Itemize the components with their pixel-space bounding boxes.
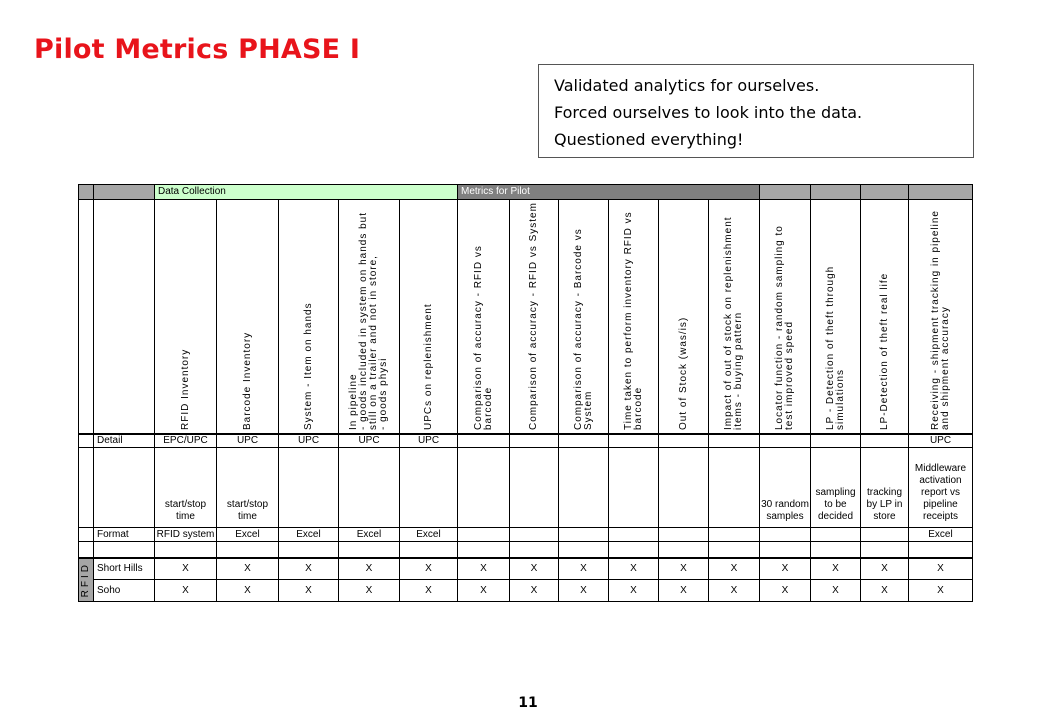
column-header-label: Comparison of accuracy - RFID vs System: [528, 202, 539, 431]
column-header: [709, 200, 760, 434]
format-cell: Excel: [339, 528, 400, 542]
mark-cell: X: [709, 558, 760, 580]
mark-cell: X: [811, 558, 861, 580]
column-header-label: System - Item on hands: [302, 302, 314, 431]
mark-cell: X: [709, 580, 760, 602]
mark-cell: X: [609, 580, 659, 602]
group-header-blank: [811, 185, 861, 200]
format-cell: [760, 528, 811, 542]
blank-cell: [760, 542, 811, 558]
column-header-label: Receiving - shipment tracking in pipeline and shipment accuracy: [929, 210, 951, 431]
detail-code-cell: [609, 434, 659, 448]
rfid-group-cell: [79, 558, 94, 602]
blank-cell: [217, 542, 279, 558]
mark-cell: X: [909, 558, 973, 580]
detail-note-cell: [709, 448, 760, 528]
mark-cell: X: [339, 580, 400, 602]
blank-cell: [400, 542, 458, 558]
detail-code-cell: EPC/UPC: [155, 434, 217, 448]
format-cell: [861, 528, 909, 542]
detail-note-cell: [279, 448, 339, 528]
blank-cell: [659, 542, 709, 558]
mark-cell: X: [659, 580, 709, 602]
format-cell: Excel: [909, 528, 973, 542]
blank-cell: [94, 448, 155, 528]
blank-cell: [861, 542, 909, 558]
detail-note-cell: [659, 448, 709, 528]
detail-code-cell: [559, 434, 609, 448]
column-header-label: Out of Stock (was/is): [677, 317, 689, 431]
mark-cell: X: [217, 558, 279, 580]
blank-cell: [909, 542, 973, 558]
callout-line: Questioned everything!: [554, 130, 744, 149]
column-header: [659, 200, 709, 434]
mark-cell: X: [559, 580, 609, 602]
blank-cell: [559, 542, 609, 558]
store-name: Soho: [94, 580, 155, 602]
detail-note-cell: start/stop time: [217, 448, 279, 528]
detail-code-cell: UPC: [217, 434, 279, 448]
detail-note-cell: [400, 448, 458, 528]
column-header-label: Comparison of accuracy - RFID vs barcode: [472, 245, 494, 431]
mark-cell: X: [458, 558, 510, 580]
column-header: [609, 200, 659, 434]
callout-box: [538, 64, 974, 158]
mark-cell: X: [609, 558, 659, 580]
mark-cell: X: [659, 558, 709, 580]
page-title: Pilot Metrics PHASE I: [34, 34, 361, 65]
row-label-detail: Detail: [94, 434, 155, 448]
blank-cell: [79, 200, 94, 434]
callout-line: Forced ourselves to look into the data.: [554, 103, 863, 122]
mark-cell: X: [861, 558, 909, 580]
group-header-blank: [861, 185, 909, 200]
detail-note-cell: [458, 448, 510, 528]
column-header-label: Time taken to perform inventory RFID vs barcode: [622, 211, 644, 431]
column-header: [559, 200, 609, 434]
detail-code-cell: UPC: [400, 434, 458, 448]
detail-code-cell: [458, 434, 510, 448]
column-header-label: UPCs on replenishment: [422, 303, 434, 431]
mark-cell: X: [400, 580, 458, 602]
blank-cell: [94, 542, 155, 558]
format-cell: [609, 528, 659, 542]
rfid-group-label: RFID: [80, 562, 91, 598]
callout-line: Validated analytics for ourselves.: [554, 76, 820, 95]
group-header-metrics: Metrics for Pilot: [458, 185, 760, 200]
mark-cell: X: [279, 558, 339, 580]
blank-cell: [79, 448, 94, 528]
format-cell: [709, 528, 760, 542]
mark-cell: X: [217, 580, 279, 602]
detail-note-cell: [609, 448, 659, 528]
format-cell: Excel: [400, 528, 458, 542]
blank-cell: [79, 528, 94, 542]
group-header-blank: [760, 185, 811, 200]
column-header-label: RFID Inventory: [179, 349, 191, 431]
detail-note-cell: [559, 448, 609, 528]
column-header-label: Barcode Inventory: [241, 332, 253, 431]
detail-note-cell: start/stop time: [155, 448, 217, 528]
mark-cell: X: [279, 580, 339, 602]
format-cell: Excel: [279, 528, 339, 542]
mark-cell: X: [510, 558, 559, 580]
mark-cell: X: [155, 558, 217, 580]
detail-code-cell: UPC: [339, 434, 400, 448]
format-cell: RFID system: [155, 528, 217, 542]
column-header: [760, 200, 811, 434]
blank-cell: [609, 542, 659, 558]
mark-cell: X: [510, 580, 559, 602]
column-header-label: Comparison of accuracy - Barcode vs System: [572, 228, 594, 431]
column-header-label: Locator function - random sampling to test improved speed: [774, 225, 795, 431]
detail-code-cell: [510, 434, 559, 448]
column-header: [861, 200, 909, 434]
mark-cell: X: [155, 580, 217, 602]
blank-cell: [339, 542, 400, 558]
format-cell: [811, 528, 861, 542]
blank-cell: [94, 200, 155, 434]
format-cell: [458, 528, 510, 542]
column-header-label: LP-Detection of theft real life: [878, 273, 890, 431]
detail-note-cell: [339, 448, 400, 528]
blank-cell: [458, 542, 510, 558]
group-header-blank: [909, 185, 973, 200]
format-cell: [559, 528, 609, 542]
detail-code-cell: [659, 434, 709, 448]
corner-cell: [94, 185, 155, 200]
mark-cell: X: [400, 558, 458, 580]
detail-note-cell: sampling to be decided: [811, 448, 861, 528]
detail-note-cell: 30 random samples: [760, 448, 811, 528]
column-header: [217, 200, 279, 434]
detail-code-cell: UPC: [909, 434, 973, 448]
format-cell: [510, 528, 559, 542]
detail-code-cell: [861, 434, 909, 448]
page-number: 11: [518, 695, 538, 711]
store-name: Short Hills: [94, 558, 155, 580]
metrics-table: [78, 184, 973, 602]
detail-code-cell: [709, 434, 760, 448]
column-header-label: Impact of out of stock on replenishment items - buying pattern: [723, 216, 744, 431]
blank-cell: [709, 542, 760, 558]
row-label-format: Format: [94, 528, 155, 542]
detail-code-cell: [811, 434, 861, 448]
column-header: [458, 200, 510, 434]
column-header: [155, 200, 217, 434]
column-header-label: In pipeline - goods included in system on hands but still on a trailer and not in store, - goods physi: [348, 212, 389, 431]
mark-cell: X: [559, 558, 609, 580]
column-header: [279, 200, 339, 434]
column-header: [811, 200, 861, 434]
blank-cell: [155, 542, 217, 558]
blank-cell: [79, 434, 94, 448]
mark-cell: X: [909, 580, 973, 602]
column-header-label: LP - Detection of theft through simulations: [824, 266, 846, 431]
mark-cell: X: [760, 558, 811, 580]
format-cell: Excel: [217, 528, 279, 542]
blank-cell: [510, 542, 559, 558]
blank-cell: [279, 542, 339, 558]
mark-cell: X: [760, 580, 811, 602]
blank-cell: [811, 542, 861, 558]
column-header: [400, 200, 458, 434]
format-cell: [659, 528, 709, 542]
column-header: [339, 200, 400, 434]
column-header: [909, 200, 973, 434]
column-header: [510, 200, 559, 434]
detail-code-cell: UPC: [279, 434, 339, 448]
mark-cell: X: [811, 580, 861, 602]
detail-note-cell: Middleware activation report vs pipeline receipts: [909, 448, 973, 528]
corner-cell: [79, 185, 94, 200]
detail-code-cell: [760, 434, 811, 448]
detail-note-cell: [510, 448, 559, 528]
mark-cell: X: [861, 580, 909, 602]
group-header-data-collection: Data Collection: [155, 185, 458, 200]
mark-cell: X: [339, 558, 400, 580]
mark-cell: X: [458, 580, 510, 602]
detail-note-cell: tracking by LP in store: [861, 448, 909, 528]
blank-cell: [79, 542, 94, 558]
